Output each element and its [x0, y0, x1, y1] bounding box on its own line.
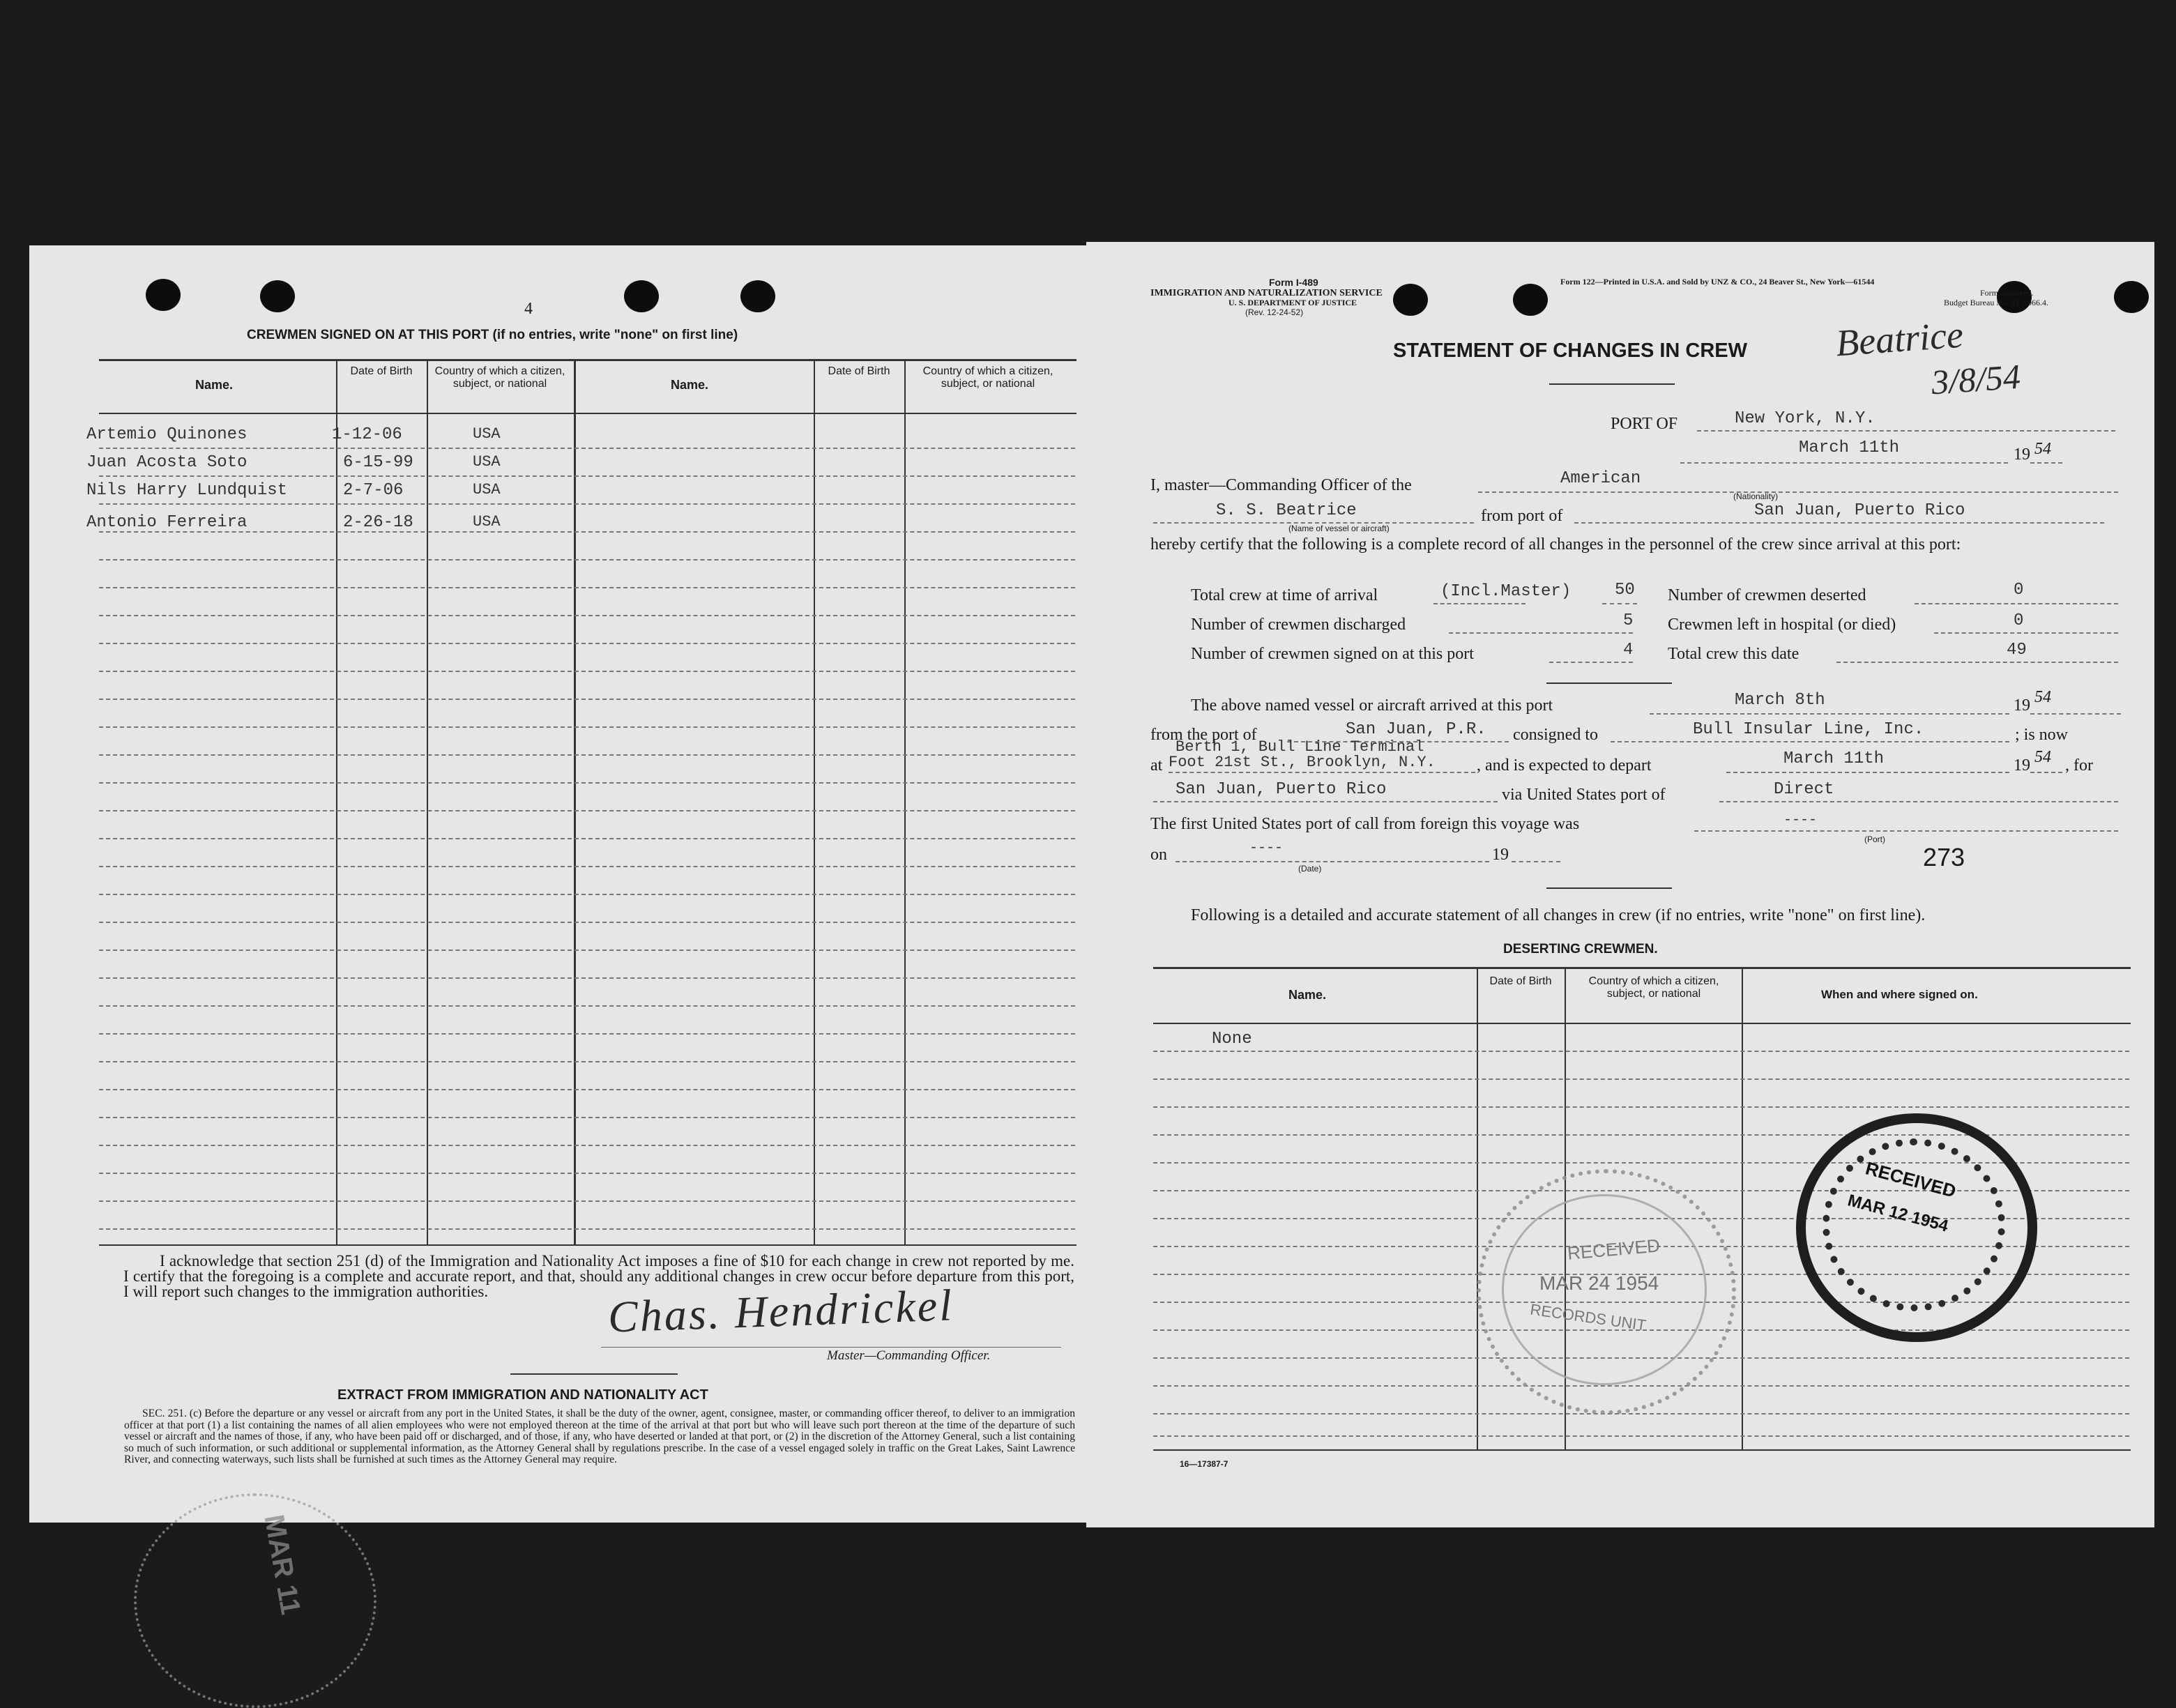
on-value: ----: [1249, 840, 1284, 856]
from-port-label: from port of: [1481, 507, 1563, 525]
vessel-caption: (Name of vessel or aircraft): [1288, 524, 1390, 533]
col-header-country: Country of which a citizen, subject, or national: [434, 365, 565, 390]
port-stamp-date: MAR 12 1954: [1846, 1191, 1951, 1236]
col-header-name: Name.: [195, 378, 234, 392]
year-prefix: 19: [2014, 445, 2030, 464]
extract-title: EXTRACT FROM IMMIGRATION AND NATIONALITY ACT: [337, 1387, 708, 1403]
hospital-value: 0: [2014, 611, 2024, 630]
table-row-dob: 1-12-06: [332, 425, 402, 444]
form-revision: (Rev. 12-24-52): [1245, 307, 1304, 317]
received-stamp-unit: RECORDS UNIT: [1529, 1300, 1648, 1334]
signature: Chas. Hendrickel: [607, 1280, 954, 1342]
arrived-value: March 8th: [1735, 691, 1825, 710]
consigned-label: consigned to: [1513, 726, 1598, 744]
for-label: , for: [2065, 756, 2093, 775]
form-code: 16—17387-7: [555, 1680, 604, 1690]
total-date-label: Total crew this date: [1668, 645, 1800, 663]
certify-text: hereby certify that the following is a complete record of all changes in the personnel of the crew since arrival at this port:: [1150, 535, 1961, 554]
col-header-country: Country of which a citizen, subject, or national: [1588, 975, 1719, 1000]
from-value: San Juan, P.R.: [1346, 720, 1486, 739]
port-stamp-label: RECEIVED: [1863, 1157, 1958, 1202]
agency-name: IMMIGRATION AND NATURALIZATION SERVICE: [1150, 288, 1383, 298]
on-year-prefix: 19: [1492, 846, 1509, 864]
form-code: 16—17387-7: [1180, 1459, 1228, 1469]
deserting-title: DESERTING CREWMEN.: [1503, 942, 1658, 956]
table-row-country: USA: [473, 513, 501, 531]
form-title: STATEMENT OF CHANGES IN CREW: [1393, 340, 1748, 362]
receipt-stamp: [134, 1493, 376, 1708]
arrived-label: The above named vessel or aircraft arrived at this port: [1191, 696, 1553, 715]
table-row-dob: 2-26-18: [343, 513, 413, 532]
at-label: at: [1150, 756, 1163, 775]
punch-hole: [624, 280, 659, 312]
table-row-dob: 6-15-99: [343, 453, 413, 472]
table-row-name: None: [1212, 1030, 1252, 1049]
col-header-name-2: Name.: [671, 378, 709, 392]
discharged-label: Number of crewmen discharged: [1191, 616, 1406, 634]
first-port-label: The first United States port of call from foreign this voyage was: [1150, 815, 1580, 833]
report-date: March 11th: [1799, 439, 1900, 457]
from-port-value: San Juan, Puerto Rico: [1754, 501, 1965, 520]
vessel-name: S. S. Beatrice: [1216, 501, 1357, 520]
depart-year-suffix: 54: [2034, 748, 2051, 766]
depart-label: , and is expected to depart: [1477, 756, 1652, 775]
on-label: on: [1150, 846, 1167, 864]
total-arrival-note: (Incl.Master): [1440, 582, 1572, 601]
from-label: from the port of: [1150, 726, 1257, 744]
table-row-name: Juan Acosta Soto: [86, 453, 248, 472]
table-row-country: USA: [473, 425, 501, 443]
table-row-country: USA: [473, 481, 501, 498]
budget-note-1: Form approved.: [1980, 288, 2034, 298]
berth-line-2: Foot 21st St., Brooklyn, N.Y.: [1169, 754, 1436, 771]
extract-section-e: (e) The Attorney General is authorized to prescribe by regulations the circumstances under which a vessel or aircraft shall be deemed to be arriving in, or departing from the United States or any port thereof within the meaning of any provision of this chapter.: [124, 1632, 1075, 1656]
port-caption: (Port): [1864, 834, 1885, 844]
signature-caption: Master—Commanding Officer.: [827, 1348, 991, 1363]
receipt-stamp-date: MAR 11: [258, 1512, 306, 1617]
nationality-value: American: [1560, 469, 1641, 488]
signed-on-value: 4: [1623, 641, 1634, 659]
arrived-year-prefix: 19: [2014, 696, 2030, 715]
table-row-name: Artemio Quinones: [86, 425, 248, 444]
first-port-value: ----: [1783, 812, 1818, 828]
total-arrival-value: 50: [1615, 581, 1635, 600]
via-value: Direct: [1774, 780, 1834, 799]
deserted-value: 0: [2014, 581, 2024, 600]
left-page: [29, 245, 1088, 1690]
section-title: CREWMEN SIGNED ON AT THIS PORT (if no entries, write "none" on first line): [247, 328, 738, 342]
table-row-name: Nils Harry Lundquist: [86, 481, 288, 500]
col-header-country-2: Country of which a citizen, subject, or national: [922, 365, 1053, 390]
page-number: 4: [524, 300, 533, 318]
extract-section-c: SEC. 251. (c) Before the departure or any vessel or aircraft from any port in the United States, it shall be the duty of the owner, agent, consignee, master, or commanding officer thereof, to deliver to an immigration officer at that port (1) a list containing the names of all alien employees who were not employed thereon at the time of the arrival at that port but who will leave such port thereon at the time of the departure of such vessel or aircraft and the names of those, if any, who have been paid off or discharged, and of those, if any, who have deserted or landed at that port, or (2) in the discretion of the Attorney General, such a list containing so much of such information, or such additional or supplemental information, as the Attorney General shall by regulations prescribe. In the case of a vessel engaged solely in traffic on the Great Lakes, Saint Lawrence River, and connecting waterways, such lists shall be furnished at such times as the Attorney General may require.: [124, 1408, 1075, 1465]
budget-note-2: Budget Bureau No. 43-R066.4.: [1944, 298, 2048, 307]
punch-hole: [2114, 281, 2149, 313]
port-value: New York, N.Y.: [1735, 409, 1876, 428]
table-row-name: Antonio Ferreira: [86, 513, 248, 532]
deserted-label: Number of crewmen deserted: [1668, 586, 1866, 604]
signed-on-label: Number of crewmen signed on at this port: [1191, 645, 1474, 663]
col-header-name: Name.: [1288, 988, 1327, 1002]
depart-value: March 11th: [1783, 749, 1885, 768]
punch-hole: [740, 280, 775, 312]
total-date-value: 49: [2007, 641, 2027, 659]
depart-year-prefix: 19: [2014, 756, 2030, 775]
received-stamp-label: RECEIVED: [1566, 1235, 1661, 1264]
punch-hole: [1393, 284, 1428, 316]
via-label: via United States port of: [1502, 786, 1666, 804]
table-row-country: USA: [473, 453, 501, 471]
discharged-value: 5: [1623, 611, 1634, 630]
table-row-dob: 2-7-06: [343, 481, 404, 500]
acknowledgment-text: I acknowledge that section 251 (d) of the Immigration and Nationality Act imposes a fine of $10 for each change in crew not reported by me. I certify that the foregoing is a complete and accurate report, and that, should any additional changes in crew occur before departure from this port, I will report such changes to the immigration authorities.: [123, 1252, 1074, 1300]
destination-value: San Juan, Puerto Rico: [1176, 780, 1387, 799]
extract-section-d: (d) In case any owner, agent, consignee, master, or commanding officer shall fail to deliver complete, true, and correct lists or reports of aliens, or to report cases of desertion or landing, as required by subsections (a), (b), and (c), such owner, agent, consignee, master, or commanding officer, shall, if required by the Attorney General, pay to the collector of customs of any customs district in which the vessel or aircraft may at any time be found the sum of $10 for each alien concerning whom such lists are not delivered or such reports are not made as required in the preceding subsections. No such vessel or aircraft shall be granted clearance from any port at which it arrives pending the determination of the question of the liability to the payment of such fine, and if such fine is imposed, while it remains unpaid. No such fine shall be remitted or refunded. Clearance may be granted prior to the determination of such question upon deposit of a bond or a sum sufficient to cover such fine.: [124, 1523, 1075, 1581]
consigned-value: Bull Insular Line, Inc.: [1693, 720, 1924, 739]
page-stamp-number: 273: [1923, 843, 1965, 871]
punch-hole: [1513, 284, 1548, 316]
printer-note: Form 122—Printed in U.S.A. and Sold by UNZ & CO., 24 Beaver St., New York—61544: [1560, 277, 1875, 287]
punch-hole: [260, 280, 295, 312]
berth-line-1: Berth 1, Bull Line Terminal: [1176, 738, 1424, 756]
arrived-year-suffix: 54: [2034, 688, 2051, 706]
handwritten-date: 3/8/54: [1930, 356, 2022, 402]
year-suffix: 54: [2034, 440, 2051, 458]
master-label: I, master—Commanding Officer of the: [1150, 476, 1412, 494]
nationality-caption: (Nationality): [1733, 491, 1779, 501]
received-stamp-date: MAR 24 1954: [1539, 1272, 1659, 1294]
col-header-dob: Date of Birth: [1489, 975, 1552, 987]
department-name: U. S. DEPARTMENT OF JUSTICE: [1228, 298, 1357, 307]
punch-hole: [146, 279, 181, 311]
form-number: Form I-489: [1269, 277, 1318, 288]
right-page: [1086, 242, 2154, 1527]
following-text: Following is a detailed and accurate statement of all changes in crew (if no entries, write "none" on first line).: [1191, 906, 1926, 924]
col-header-dob-2: Date of Birth: [828, 365, 890, 377]
handwritten-vessel-name: Beatrice: [1834, 313, 1965, 365]
col-header-when-where: When and where signed on.: [1821, 988, 1978, 1001]
is-now-label: ; is now: [2015, 726, 2069, 744]
port-label: PORT OF: [1611, 415, 1678, 433]
col-header-dob: Date of Birth: [350, 365, 413, 377]
hospital-label: Crewmen left in hospital (or died): [1668, 616, 1896, 634]
date-caption: (Date): [1298, 864, 1322, 874]
total-arrival-label: Total crew at time of arrival: [1191, 586, 1378, 604]
